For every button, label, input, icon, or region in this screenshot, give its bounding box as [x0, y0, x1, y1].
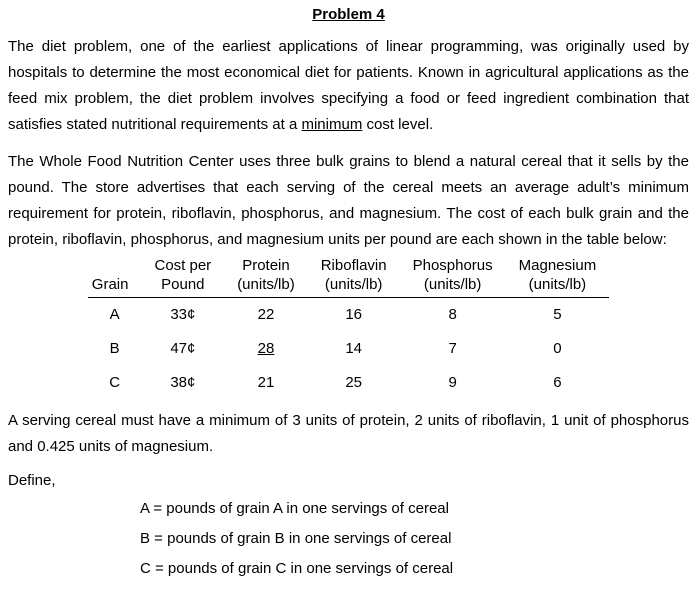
header-phosphorus: Phosphorus (units/lb)	[400, 256, 506, 298]
cell-cost: 38¢	[170, 374, 196, 391]
table-row-grain-a	[88, 298, 609, 333]
cell-phosphorus: 9	[448, 374, 457, 391]
cell-grain: B	[109, 340, 120, 357]
definition-a: A = pounds of grain A in one servings of cereal	[140, 500, 449, 517]
table-header	[88, 256, 609, 298]
header-magnesium: Magnesium (units/lb)	[506, 256, 610, 298]
variable-definitions	[140, 499, 689, 579]
cell-phosphorus: 7	[448, 340, 457, 357]
define-label: Define,	[8, 472, 56, 489]
paragraph-requirements: A serving cereal must have a minimum of 3 units of protein, 2 units of riboflavin, 1 unit of phosphorus and 0.425 units of magnesium.	[8, 412, 689, 455]
paragraph-diet-intro	[8, 34, 689, 138]
underlined-word-minimum: minimum	[301, 116, 363, 133]
cell-protein: 28	[257, 340, 275, 357]
header-cost: Cost per Pound	[141, 256, 224, 298]
nutrition-table	[88, 256, 609, 400]
cell-protein: 22	[257, 306, 275, 323]
cell-riboflavin: 16	[345, 306, 362, 323]
page-title: Problem 4	[312, 6, 385, 23]
definition-b: B = pounds of grain B in one servings of cereal	[140, 530, 452, 547]
paragraph-whole-food: The Whole Food Nutrition Center uses three bulk grains to blend a natural cereal that it sells by the pound. The store advertises that each serving of the cereal meets an average adult’s minimum requirement for protein, riboflavin, phosphorus, and magnesium. The cost of each bulk grain and the protein, riboflavin, phosphorus, and magnesium units per pound are each shown in the table below:	[8, 153, 689, 248]
cell-riboflavin: 25	[345, 374, 362, 391]
cell-grain: A	[109, 306, 120, 323]
paragraph-text: The diet problem, one of the earliest applications of linear programming, was originally used by hospitals to determine the most economical diet for patients. Known in agricultural applications as the feed mix problem, the diet problem involves specifying a food or feed ingredient combination that satisfies stated nutritional requirements at a	[8, 38, 689, 133]
cell-magnesium: 6	[553, 374, 562, 391]
cell-grain: C	[109, 374, 121, 391]
table-row-grain-b	[88, 332, 609, 366]
header-riboflavin: Riboflavin (units/lb)	[308, 256, 400, 298]
cell-cost: 33¢	[170, 306, 196, 323]
paragraph-text: cost level.	[362, 116, 434, 133]
table-row-grain-c	[88, 366, 609, 400]
header-protein: Protein (units/lb)	[224, 256, 308, 298]
cell-magnesium: 5	[553, 306, 562, 323]
cell-cost: 47¢	[170, 340, 196, 357]
cell-magnesium: 0	[553, 340, 562, 357]
cell-phosphorus: 8	[448, 306, 457, 323]
cell-protein: 21	[257, 374, 275, 391]
definition-c: C = pounds of grain C in one servings of cereal	[140, 560, 454, 577]
header-grain: Grain	[88, 256, 142, 298]
cell-riboflavin: 14	[345, 340, 362, 357]
